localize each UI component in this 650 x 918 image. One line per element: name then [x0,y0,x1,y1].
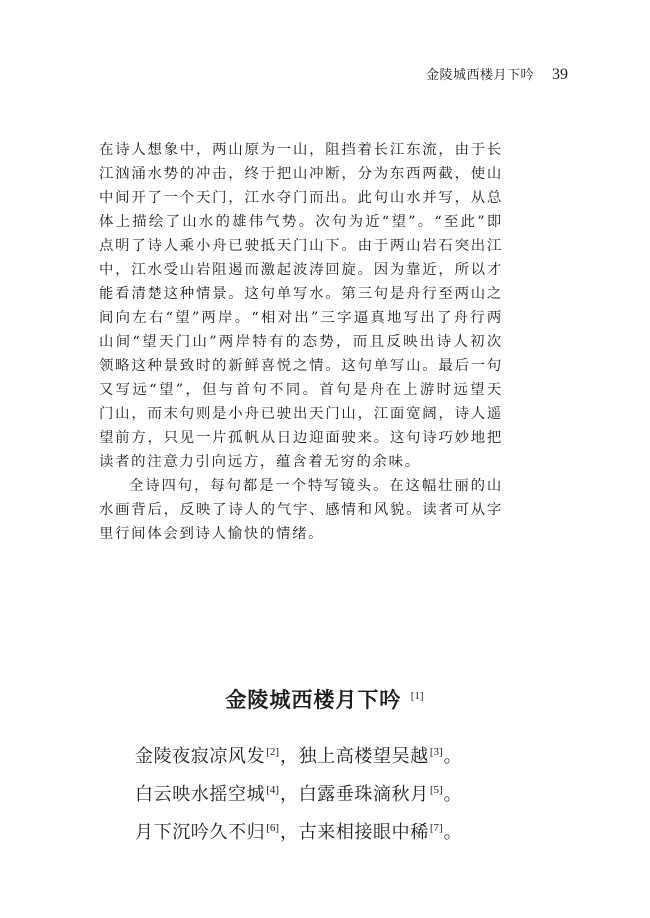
poem-title-text: 金陵城西楼月下吟 [225,687,402,712]
running-header [388,64,568,88]
footnote-marker: [6] [266,822,280,834]
commentary-paragraph: 全诗四句，每句都是一个特写镜头。在这幅壮丽的山水画背后，反映了诗人的气宇、感情和风貌。读者可从字里行间体会到诗人愉快的情绪。 [99,478,503,542]
footnote-marker: [1] [410,690,424,702]
commentary-text [99,138,503,546]
footnote-marker: [4] [266,784,280,796]
footnote-marker: [2] [266,746,280,758]
poem-body [135,738,515,852]
footnote-marker: [3] [429,746,443,758]
poem-line [135,776,515,814]
poem-line [135,814,515,852]
poem-line-part: ，独上高楼望吴越 [280,746,429,767]
page-number: 39 [552,66,568,83]
poem-line-end: 。 [443,822,463,843]
poem-line-part: 白云映水摇空城 [135,784,266,805]
poem-line-part: ，古来相接眼中稀 [280,822,429,843]
footnote-marker: [7] [429,822,443,834]
poem-line [135,738,515,776]
poem-line-end: 。 [443,746,463,767]
poem-title [0,684,650,714]
poem-line-part: ，白露垂珠滴秋月 [280,784,429,805]
running-header-title: 金陵城西楼月下吟 [425,68,534,83]
commentary-paragraph: 在诗人想象中，两山原为一山，阻挡着长江东流，由于长江汹涌水势的冲击，终于把山冲断，分为东西两截，使山中间开了一个天门，江水夺门而出。此句山水并写，从总体上描绘了山水的雄伟气势。次句为近“望”。“至此”即点明了诗人乘小舟已驶抵天门山下。由于两山岩石突出江中，江水受山岩阻遏而激起波涛回旋。因为靠近，所以才能看清楚这种情景。这句单写水。第三句是舟行至两山之间向左右“望”两岸。“相对出”三字逼真地写出了舟行两山间“望天门山”两岸特有的态势，而且反映出诗人初次领略这种景致时的新鲜喜悦之情。这句单写山。最后一句又写远“望”，但与首句不同。首句是舟在上游时远望天门山，而末句则是小舟已驶出天门山，江面宽阔，诗人遥望前方，只见一片孤帆从日边迎面驶来。这句诗巧妙地把读者的注意力引向远方，蕴含着无穷的余味。 [99,142,503,470]
poem-line-part: 月下沉吟久不归 [135,822,266,843]
poem-line-part: 金陵夜寂凉风发 [135,746,266,767]
poem-line-end: 。 [443,784,463,805]
footnote-marker: [5] [429,784,443,796]
